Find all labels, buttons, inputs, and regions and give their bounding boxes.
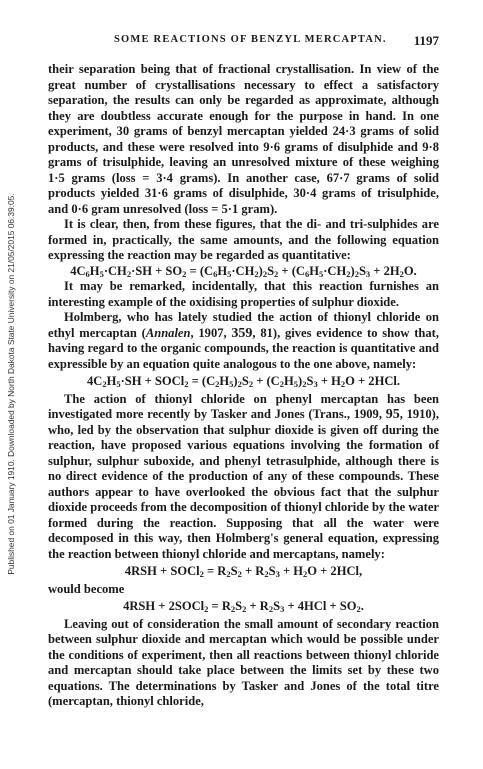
paragraph-holmberg: Holmberg, who has lately studied the action of thionyl chloride on ethyl mercaptan (Annalen, 1907, 359, 81), gives evidence to show that, having regard to the organic compounds, the reaction is quantitative and expressible by an equation quite analogous to the one above, namely: bbox=[48, 310, 439, 371]
paragraph-secondary-reaction: Leaving out of consideration the small amount of secondary reaction between sulphur dioxide and mercaptan which would be possible under the conditions of experiment, then all reactions between thionyl chloride and mercaptan should take place between the limits set by these two equations. The determinations by Tasker and Jones of the total titre (mercaptan, thionyl chloride, bbox=[48, 616, 439, 708]
volume-number: 95 bbox=[385, 407, 400, 422]
paragraph-separation-results: their separation being that of fractional crystallisation. In view of the great number of crystallisations necessary to effect a satisfactory separation, the results can only be regarded as approximate, although they are doubtless accurate enough for the purpose in hand. In one experiment, 30 grams of benzyl mercaptan yielded 24·3 grams of solid products, and these were resolved into 9·6 grams of disulphide and 9·8 grams of trisulphide, leaving an unresolved mixture of these weighing 1·5 grams (loss = 3·4 grams). In another case, 67·7 grams of solid products yielded 31·6 grams of disulphide, 30·4 grams of trisulphide, and 0·6 gram unresolved (loss = 5·1 gram). bbox=[48, 62, 439, 216]
equation-general-modified: 4RSH + 2SOCl$_2$ = $R_2S_2 + R_2S_3 + 4HCl + SO_2$. bbox=[123, 599, 364, 614]
running-title: SOME REACTIONS OF BENZYL MERCAPTAN. bbox=[114, 34, 387, 45]
equation-ethyl-mercaptan-thionyl-chloride: $4C_2H_5\cdot SH$ + SOCl$_2$ = $(C_2H_5)_2S_2 + (C_2H_5)_2S_3 + H_2O + 2HCl$. bbox=[86, 374, 401, 389]
page-header bbox=[72, 34, 439, 52]
download-notice-sidebar bbox=[0, 0, 22, 769]
equation-benzyl-mercaptan-sulphur-dioxide: $4C_6H_5\cdot CH_2\cdot SH + SO_2 = (C_6H_5\cdot CH_2)_2S_2 + (C_6H_5\cdot CH_2)_2S_3 + 2H_2O$. bbox=[70, 263, 417, 279]
paragraph-tasker-jones: The action of thionyl chloride on phenyl mercaptan has been investigated more recently by Tasker and Jones (Trans., 1909, 95, 1910), who, led by the observation that sulphur dioxide is given off during the reaction, have proposed various equations involving the formation of sulphur, sulphur suboxide, and phenyl tetrasulphide, although there is no direct evidence of the production of any of these compounds. These authors appear to have overlooked the obvious fact that the sulphur dioxide proceeds from the decomposition of thionyl chloride by the water formed during the reaction. Supposing that all the water were decomposed in this way, then Holmberg's general equation, expressing the reaction between thionyl chloride and mercaptans, namely: bbox=[48, 391, 439, 561]
volume-number: 359 bbox=[231, 325, 253, 341]
paragraph-oxidising-remark: It may be remarked, incidentally, that this reaction furnishes an interesting example of the oxidising properties of sulphur dioxide. bbox=[48, 279, 439, 309]
page-number: 1197 bbox=[413, 33, 439, 48]
equation-general-holmberg: 4RSH + SOCl$_2$ = $R_2S_2 + R_2S_3 + H_2O + 2HCl$, bbox=[124, 564, 363, 579]
article-body bbox=[48, 62, 439, 710]
journal-name-annalen: Annalen bbox=[145, 325, 191, 340]
paragraph-quantitative-statement: It is clear, then, from these figures, that the di- and tri-sulphides are formed in, practically, the same amounts, and the following equation expressing the reaction may be regarded as quantitative: bbox=[48, 217, 439, 262]
paragraph-would-become: would become bbox=[48, 581, 125, 596]
download-notice-text: Published on 01 January 1910. Downloaded by North Dakota State University on 21/05/2015 06:39:05. bbox=[6, 193, 16, 575]
